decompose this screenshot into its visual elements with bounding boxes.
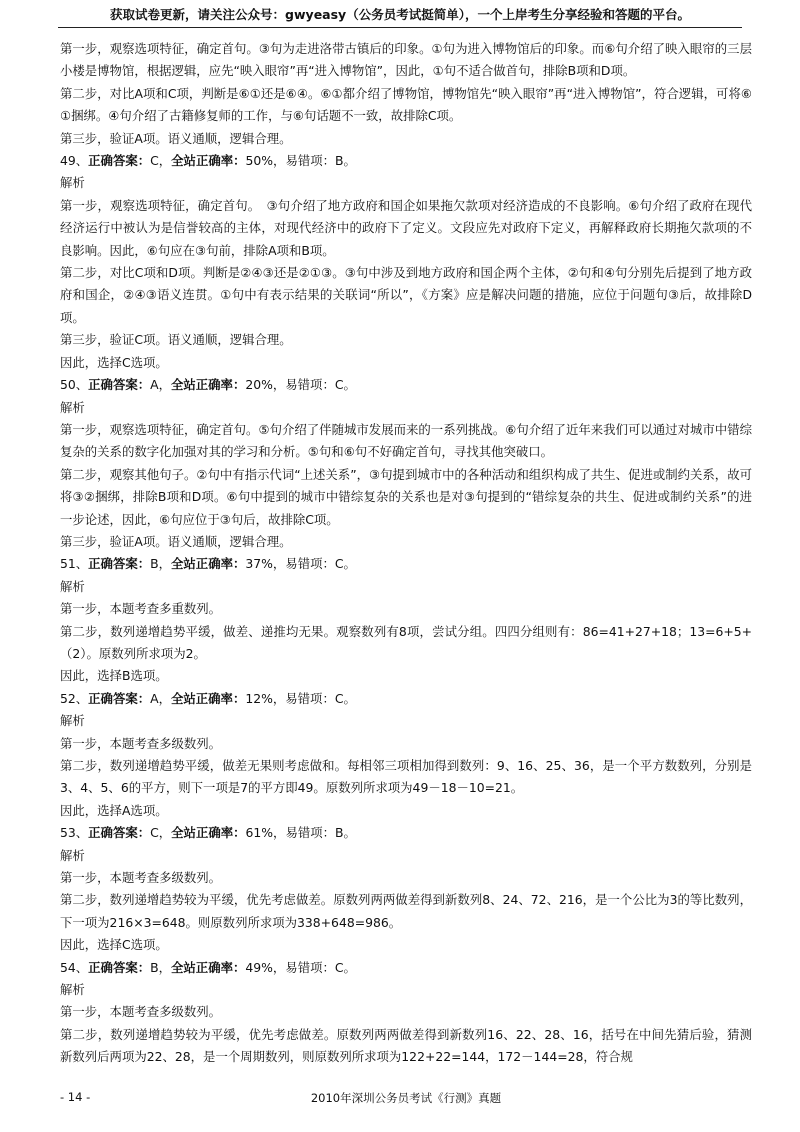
paragraph: 第一步，本题考查多重数列。 [60,601,222,617]
paragraph: 第三步，验证C项。语义通顺，逻辑合理。 [60,332,292,348]
rate-value: 37%，易错项：C。 [245,556,356,572]
paragraph: 第二步，数列递增趋势平缓，做差无果则考虑做和。每相邻三项相加得到数列：9、16、25、36，是一个平方数数列，分别是3、4、5、6的平方，则下一项是7的平方即49。原数列所求项为49－18－10=21。 [60,758,752,796]
paragraph: 第二步，对比A项和C项，判断是⑥①还是⑥④。⑥①都介绍了博物馆，博物馆先“映入眼帘”再“进入博物馆”，符合逻辑，可将⑥①捆绑。④句介绍了古籍修复师的工作，与⑥句话题不一致，故排除C项。 [60,85,752,124]
analysis-heading: 解析 [60,713,85,729]
answer-label: 正确答案： [88,556,151,572]
analysis-heading: 解析 [60,578,85,594]
paragraph: 因此，选择B选项。 [60,668,168,684]
answer-line [60,553,752,575]
answer-line [60,150,752,172]
rate-value: 50%，易错项：B。 [245,153,356,169]
paragraph: 第一步，本题考查多级数列。 [60,870,222,886]
paragraph: 第二步，数列递增趋势较为平缓，优先考虑做差。原数列两两做差得到新数列8、24、72、216，是一个公比为3的等比数列，下一项为216×3=648。则原数列所求项为338+648=986。 [60,892,752,930]
document-body [60,38,752,1069]
paragraph: 因此，选择A选项。 [60,802,168,818]
paragraph: 因此，选择C选项。 [60,354,168,370]
question-number: 50、 [60,377,89,393]
analysis-heading: 解析 [60,982,85,998]
answer-line [60,957,752,979]
answer-value: B， [150,556,172,572]
answer-label: 正确答案： [88,153,151,169]
question-number: 52、 [60,690,89,706]
rate-label: 全站正确率： [171,556,246,572]
answer-label: 正确答案： [88,825,151,841]
paragraph: 第三步，验证A项。语义通顺，逻辑合理。 [60,533,292,549]
question-number: 51、 [60,556,89,572]
analysis-heading: 解析 [60,175,85,191]
header-divider [58,27,742,28]
paragraph: 第二步，数列递增趋势较为平缓，优先考虑做差。原数列两两做差得到新数列16、22、28、16，括号在中间先猜后验，猜测新数列后两项为22、28，是一个周期数列，则原数列所求项为122+22=144，172－144=28，符合规 [60,1026,752,1065]
answer-value: C， [150,153,172,169]
rate-label: 全站正确率： [171,377,246,393]
page-footer [60,1090,752,1110]
answer-line [60,688,752,710]
paragraph: 第一步，本题考查多级数列。 [60,735,222,751]
answer-value: C， [150,825,172,841]
analysis-heading: 解析 [60,399,85,415]
paragraph: 第一步，本题考查多级数列。 [60,1004,222,1020]
paragraph: 第一步，观察选项特征，确定首句。⑤句介绍了伴随城市发展而来的一系列挑战。⑥句介绍了近年来我们可以通过对城市中错综复杂的关系的数字化加强对其的学习和分析。⑤句和⑥句不好确定首句，寻找其他突破口。 [60,421,752,460]
answer-line [60,822,752,844]
paragraph: 第二步，对比C项和D项。判断是②④③还是②①③。③句中涉及到地方政府和国企两个主体，②句和④句分别先后提到了地方政府和国企，②④③语义连贯。①句中有表示结果的关联词“所以”，《方案》应是解决问题的措施，应位于问题句③后，故排除D项。 [60,265,752,325]
answer-label: 正确答案： [88,377,151,393]
answer-value: B， [150,959,172,975]
rate-label: 全站正确率： [171,959,246,975]
page-number: - 14 - [60,1090,91,1104]
paragraph: 第二步，观察其他句子。②句中有指示代词“上述关系”，③句提到城市中的各种活动和组织构成了共生、促进或制约关系，故可将③②捆绑，排除B项和D项。⑥句中提到的城市中错综复杂的关系也是对③句提到的“错综复杂的共生、促进或制约关系”的进一步论述，因此，⑥句应位于③句后，故排除C项。 [60,466,752,527]
rate-value: 12%，易错项：C。 [245,690,356,706]
footer-title: 2010年深圳公务员考试《行测》真题 [310,1091,502,1105]
analysis-heading: 解析 [60,847,85,863]
rate-label: 全站正确率： [171,690,246,706]
answer-value: A， [150,377,171,393]
paragraph: 第三步，验证A项。语义通顺，逻辑合理。 [60,130,292,146]
rate-value: 49%，易错项：C。 [245,959,356,975]
answer-value: A， [150,690,171,706]
rate-value: 61%，易错项：B。 [245,825,356,841]
rate-label: 全站正确率： [171,153,246,169]
paragraph: 因此，选择C选项。 [60,937,168,953]
question-number: 53、 [60,825,89,841]
paragraph: 第一步，观察选项特征，确定首句。③句为走进洛带古镇后的印象。①句为进入博物馆后的印象。而⑥句介绍了映入眼帘的三层小楼是博物馆，根据逻辑，应先“映入眼帘”再“进入博物馆”，因此，①句不适合做首句，排除B项和D项。 [60,41,752,79]
answer-line [60,374,752,396]
answer-label: 正确答案： [88,959,151,975]
paragraph: 第一步，观察选项特征，确定首句。 ③句介绍了地方政府和国企如果拖欠款项对经济造成的不良影响。⑥句介绍了政府在现代经济运行中被认为是信誉较高的主体，对现代经济中的政府下了定义。文段应先对政府下定义，再解释政府长期拖欠款项的不良影响。因此，⑥句应在③句前，排除A项和B项。 [60,197,752,258]
paragraph: 第二步，数列递增趋势平缓，做差、递推均无果。观察数列有8项，尝试分组。四四分组则有：86=41+27+18；13=6+5+（2）。原数列所求项为2。 [60,623,752,661]
question-number: 54、 [60,959,89,975]
rate-label: 全站正确率： [171,825,246,841]
rate-value: 20%，易错项：C。 [245,377,356,393]
answer-label: 正确答案： [88,690,151,706]
page-header: 获取试卷更新，请关注公众号：gwyeasy（公务员考试挺简单），一个上岸考生分享经验和答题的平台。 [110,7,690,22]
question-number: 49、 [60,153,89,169]
